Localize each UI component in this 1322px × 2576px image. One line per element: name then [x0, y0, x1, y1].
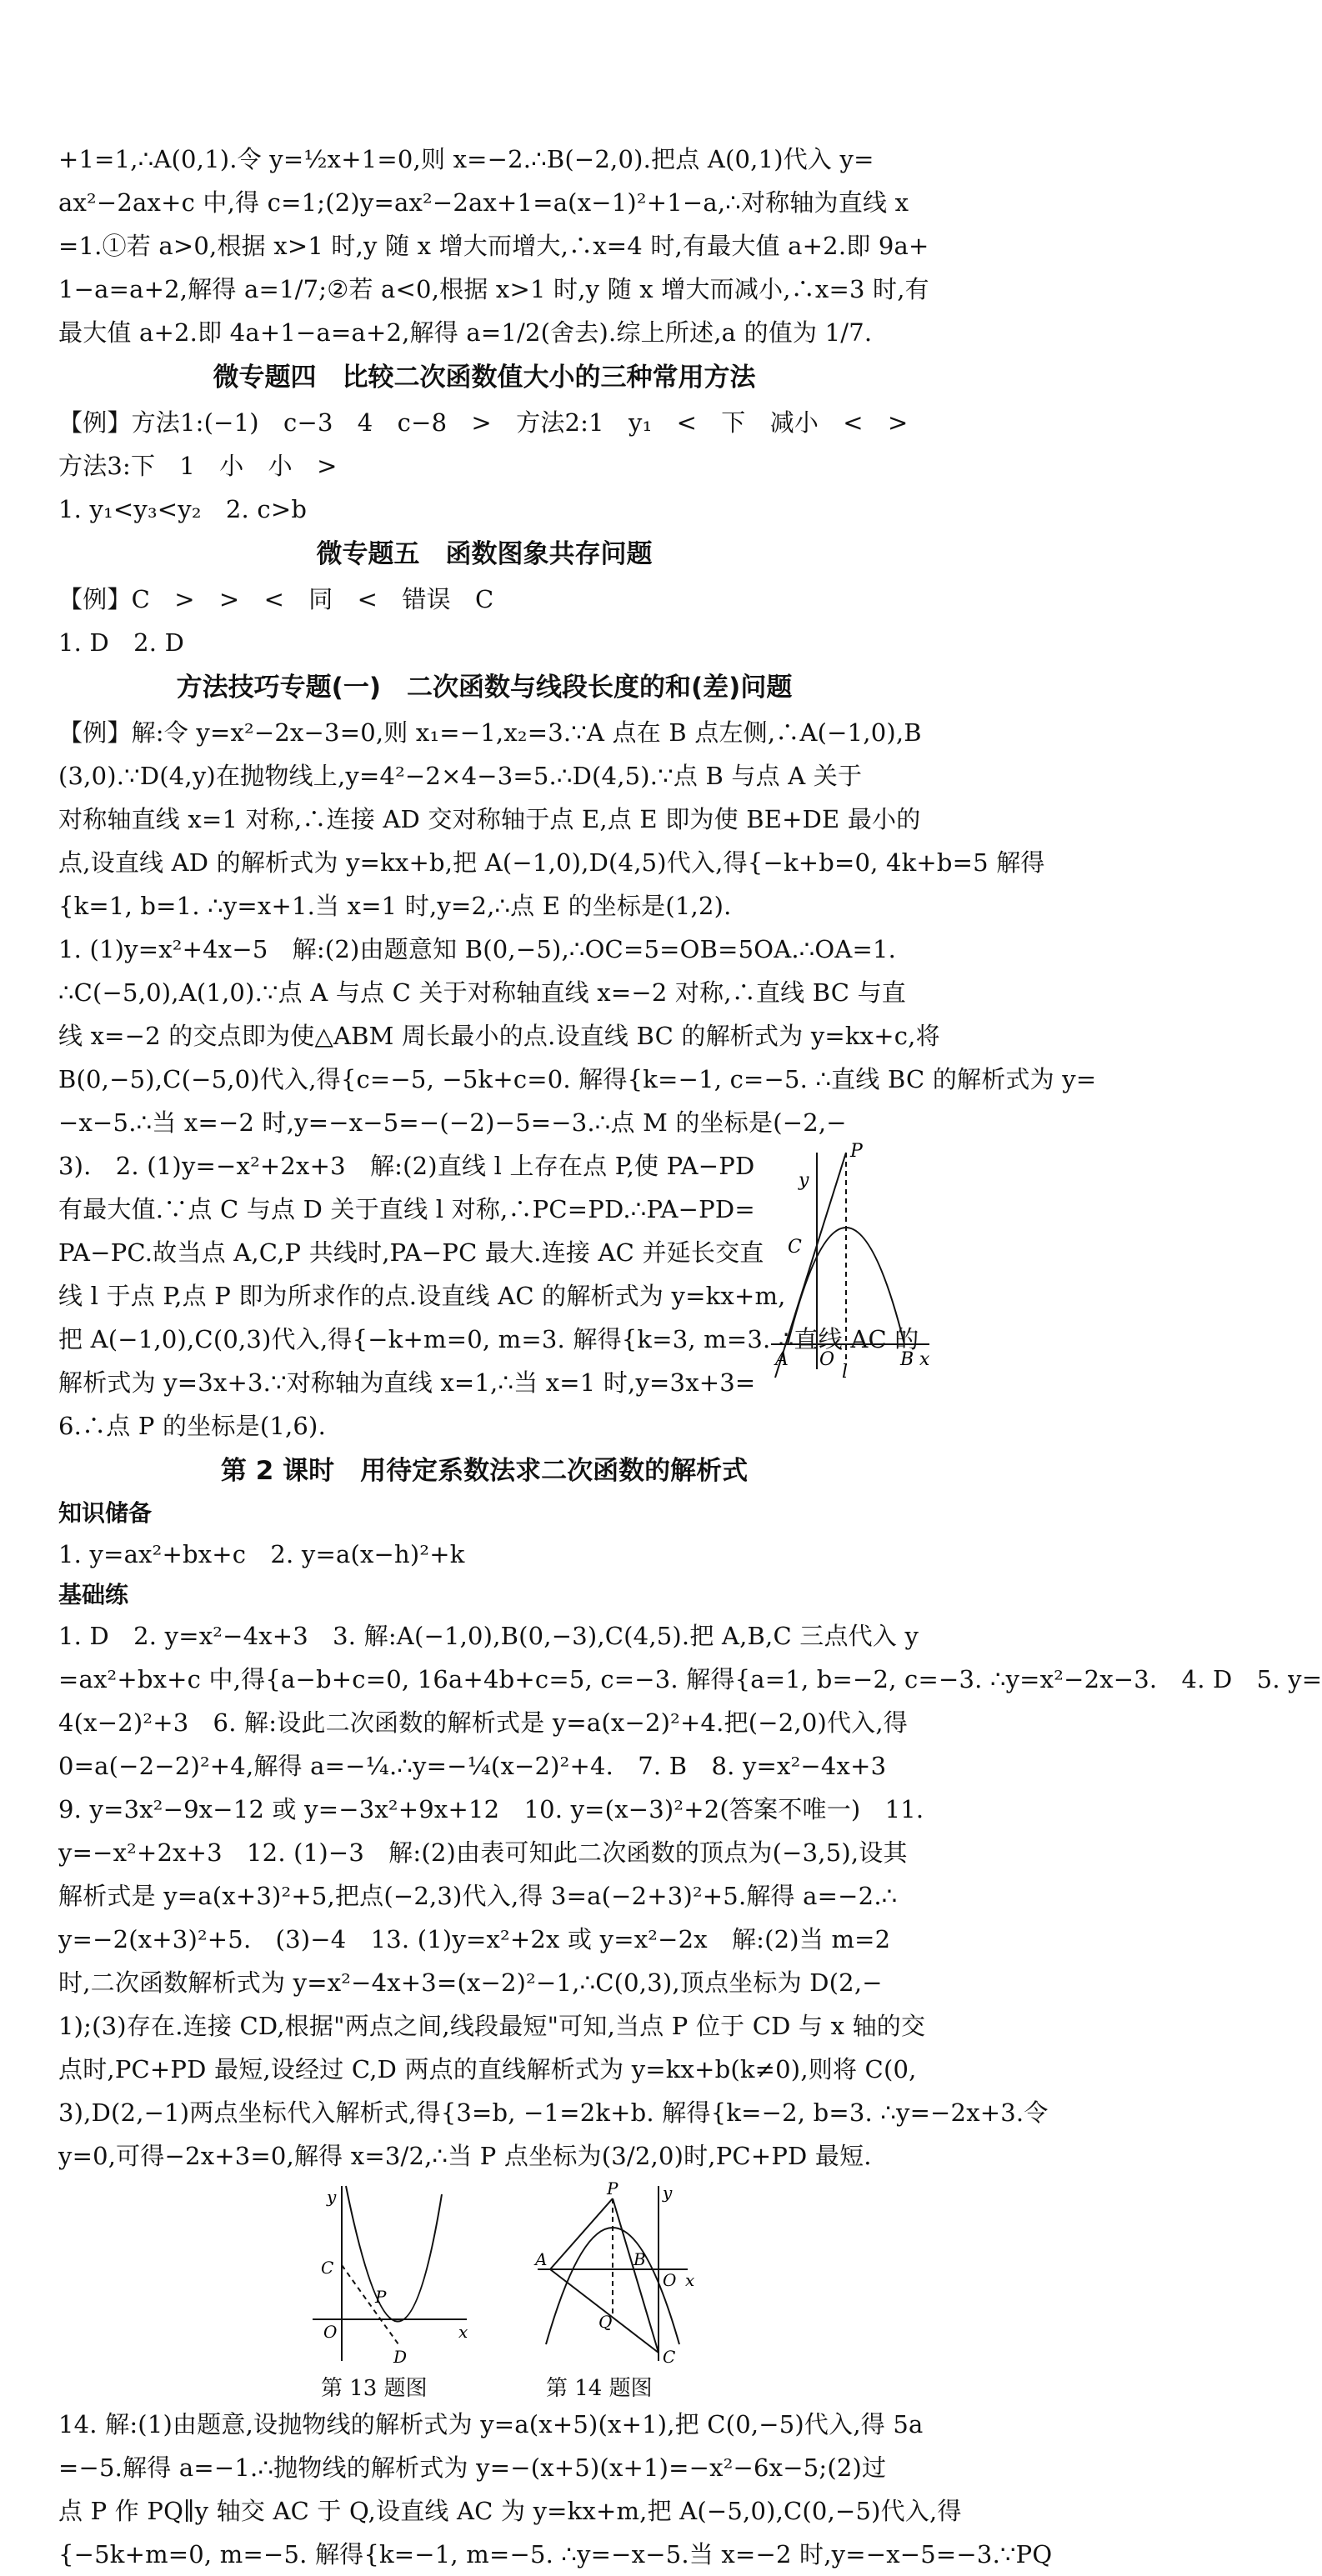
section-title: 方法技巧专题(一) 二次函数与线段长度的和(差)问题	[176, 673, 793, 703]
label-o: O	[323, 2322, 338, 2342]
figures-row	[58, 2178, 910, 2403]
text-line: =−5.解得 a=−1.∴抛物线的解析式为 y=−(x+5)(x+1)=−x²−6x−5;(2)过	[58, 2453, 887, 2482]
subhead-knowledge: 知识储备	[58, 1499, 153, 1527]
text-line: 4(x−2)²+3 6. 解:设此二次函数的解析式是 y=a(x−2)²+4.把(−2,0)代入,得	[58, 1708, 908, 1737]
text-line: ax²−2ax+c 中,得 c=1;(2)y=ax²−2ax+1=a(x−1)²+1−a,∴对称轴为直线 x	[58, 188, 909, 217]
text-line: y=−x²+2x+3 12. (1)−3 解:(2)由表可知此二次函数的顶点为(−3,5),设其	[58, 1838, 908, 1867]
line-ac	[550, 2269, 658, 2353]
text-line: ∴C(−5,0),A(1,0).∵点 A 与点 C 关于对称轴直线 x=−2 对称,∴直线 BC 与直	[58, 978, 907, 1007]
block-a	[58, 138, 929, 354]
line-cd	[342, 2265, 398, 2344]
label-b: B	[900, 1349, 914, 1370]
label-a: A	[535, 2249, 548, 2269]
label-p: P	[850, 1141, 863, 1162]
text-line: 【例】解:令 y=x²−2x−3=0,则 x₁=−1,x₂=3.∵A 点在 B 点左侧,∴A(−1,0),B	[58, 718, 922, 747]
text-line: {k=1, b=1. ∴y=x+1.当 x=1 时,y=2,∴点 E 的坐标是(1,2).	[58, 892, 732, 920]
text-line: =ax²+bx+c 中,得{a−b+c=0, 16a+4b+c=5, c=−3. 解得{a=1, b=−2, c=−3. ∴y=x²−2x−3. 4. D 5. y=	[58, 1665, 1322, 1693]
figure-14	[533, 2178, 700, 2369]
text-line: 3). 2. (1)y=−x²+2x+3 解:(2)直线 l 上存在点 P,使 PA−PD	[58, 1152, 755, 1180]
text-line: 解析式是 y=a(x+3)²+5,把点(−2,3)代入,得 3=a(−2+3)²+5.解得 a=−2.∴	[58, 1882, 898, 1910]
label-q: Q	[598, 2312, 613, 2332]
text-line: −x−5.∴当 x=−2 时,y=−x−5=−(−2)−5=−3.∴点 M 的坐标是(−2,−	[58, 1108, 847, 1137]
text-line: 1. y=ax²+bx+c 2. y=a(x−h)²+k	[58, 1540, 465, 1568]
label-a: A	[775, 1349, 789, 1370]
text-line: 时,二次函数解析式为 y=x²−4x+3=(x−2)²−1,∴C(0,3),顶点坐标为 D(2,−	[58, 1968, 883, 1997]
label-b: B	[633, 2249, 646, 2269]
text-line: =1.①若 a>0,根据 x>1 时,y 随 x 增大而增大,∴x=4 时,有最大值 a+2.即 9a+	[58, 232, 929, 260]
text-line: (3,0).∵D(4,y)在抛物线上,y=4²−2×4−3=5.∴D(4,5).∵点 B 与点 A 关于	[58, 762, 863, 790]
answer-page	[58, 138, 1322, 2576]
text-line: 线 l 于点 P,点 P 即为所求作的点.设直线 AC 的解析式为 y=kx+m,	[58, 1282, 786, 1310]
text-line: 方法3:下 1 小 小 >	[58, 452, 338, 480]
text-line: y=0,可得−2x+3=0,解得 x=3/2,∴当 P 点坐标为(3/2,0)时,PC+PD 最短.	[58, 2142, 872, 2170]
text-line: 点 P 作 PQ∥y 轴交 AC 于 Q,设直线 AC 为 y=kx+m,把 A(−5,0),C(0,−5)代入,得	[58, 2497, 962, 2525]
text-line: 1−a=a+2,解得 a=1/7;②若 a<0,根据 x>1 时,y 随 x 增大而减小,∴x=3 时,有	[58, 275, 929, 303]
subhead-basic: 基础练	[58, 1581, 129, 1608]
label-o: O	[819, 1349, 835, 1370]
label-l: l	[842, 1362, 849, 1383]
label-o: O	[663, 2270, 677, 2290]
text-line: 3),D(2,−1)两点坐标代入解析式,得{3=b, −1=2k+b. 解得{k=−2, b=3. ∴y=−2x+3.令	[58, 2098, 1049, 2127]
label-c: C	[788, 1237, 802, 1258]
text-line: 对称轴直线 x=1 对称,∴连接 AD 交对称轴于点 E,点 E 即为使 BE+DE 最小的	[58, 805, 921, 833]
text-line: 9. y=3x²−9x−12 或 y=−3x²+9x+12 10. y=(x−3)²+2(答案不唯一) 11.	[58, 1795, 924, 1823]
label-p: P	[375, 2287, 387, 2307]
text-line: 把 A(−1,0),C(0,3)代入,得{−k+m=0, m=3. 解得{k=3, m=3. ∴直线 AC 的	[58, 1325, 919, 1353]
text-line: PA−PC.故当点 A,C,P 共线时,PA−PC 最大.连接 AC 并延长交直	[58, 1238, 764, 1267]
section-title: 微专题五 函数图象共存问题	[316, 539, 653, 569]
label-c: C	[663, 2347, 676, 2367]
text-line: 0=a(−2−2)²+4,解得 a=−¼.∴y=−¼(x−2)²+4. 7. B 8. y=x²−4x+3	[58, 1752, 887, 1780]
text-line: B(0,−5),C(−5,0)代入,得{c=−5, −5k+c=0. 解得{k=−1, c=−5. ∴直线 BC 的解析式为 y=	[58, 1065, 1097, 1093]
label-x: x	[919, 1349, 930, 1370]
block-with-figure	[58, 1141, 930, 1448]
label-y: y	[663, 2183, 673, 2203]
section-title: 微专题四 比较二次函数值大小的三种常用方法	[213, 363, 756, 393]
text-line: 解析式为 y=3x+3.∵对称轴为直线 x=1,∴当 x=1 时,y=3x+3=	[58, 1368, 756, 1397]
label-d: D	[393, 2347, 408, 2367]
text-line: 1. (1)y=x²+4x−5 解:(2)由题意知 B(0,−5),∴OC=5=OB=5OA.∴OA=1.	[58, 935, 897, 963]
parabola-curve	[346, 2186, 442, 2322]
label-c: C	[321, 2258, 334, 2278]
text-line: 【例】方法1:(−1) c−3 4 c−8 > 方法2:1 y₁ < 下 减小 < >	[58, 408, 909, 437]
text-line: +1=1,∴A(0,1).令 y=½x+1=0,则 x=−2.∴B(−2,0).把点 A(0,1)代入 y=	[58, 145, 874, 173]
text-line: 6.∴点 P 的坐标是(1,6).	[58, 1412, 326, 1440]
text-line: 有最大值.∵点 C 与点 D 关于直线 l 对称,∴PC=PD.∴PA−PD=	[58, 1195, 755, 1223]
text-line: 点,设直线 AD 的解析式为 y=kx+b,把 A(−1,0),D(4,5)代入,得{−k+b=0, 4k+b=5 解得	[58, 848, 1045, 877]
label-p: P	[607, 2178, 618, 2198]
text-line: 1. D 2. y=x²−4x+3 3. 解:A(−1,0),B(0,−3),C(4,5).把 A,B,C 三点代入 y	[58, 1622, 919, 1650]
parabola-figure-1	[767, 1136, 934, 1383]
label-x: x	[685, 2270, 695, 2290]
text-line: 14. 解:(1)由题意,设抛物线的解析式为 y=a(x+5)(x+1),把 C(0,−5)代入,得 5a	[58, 2410, 924, 2438]
text-line: {−5k+m=0, m=−5. 解得{k=−1, m=−5. ∴y=−x−5.当 x=−2 时,y=−x−5=−3.∵PQ	[58, 2540, 1053, 2568]
line-ap	[550, 2198, 613, 2269]
caption-13: 第 13 题图	[321, 2376, 428, 2401]
figure-13	[308, 2178, 475, 2369]
section-title: 第 2 课时 用待定系数法求二次函数的解析式	[220, 1456, 749, 1486]
line-pc	[613, 2198, 658, 2353]
text-line: 1. y₁<y₃<y₂ 2. c>b	[58, 495, 308, 523]
text-line: 点时,PC+PD 最短,设经过 C,D 两点的直线解析式为 y=kx+b(k≠0),则将 C(0,	[58, 2055, 917, 2083]
text-line: 最大值 a+2.即 4a+1−a=a+2,解得 a=1/2(舍去).综上所述,a 的值为 1/7.	[58, 318, 873, 347]
text-line: 1);(3)存在.连接 CD,根据"两点之间,线段最短"可知,当点 P 位于 CD 与 x 轴的交	[58, 2012, 926, 2040]
label-y: y	[327, 2187, 337, 2207]
label-x: x	[458, 2322, 468, 2342]
text-line: 【例】C > > < 同 < 错误 C	[58, 585, 494, 613]
label-y: y	[799, 1170, 809, 1191]
caption-14: 第 14 题图	[546, 2376, 653, 2401]
text-line: 线 x=−2 的交点即为使△ABM 周长最小的点.设直线 BC 的解析式为 y=kx+c,将	[58, 1022, 940, 1050]
text-line: y=−2(x+3)²+5. (3)−4 13. (1)y=x²+2x 或 y=x²−2x 解:(2)当 m=2	[58, 1925, 891, 1953]
text-line: 1. D 2. D	[58, 628, 185, 657]
